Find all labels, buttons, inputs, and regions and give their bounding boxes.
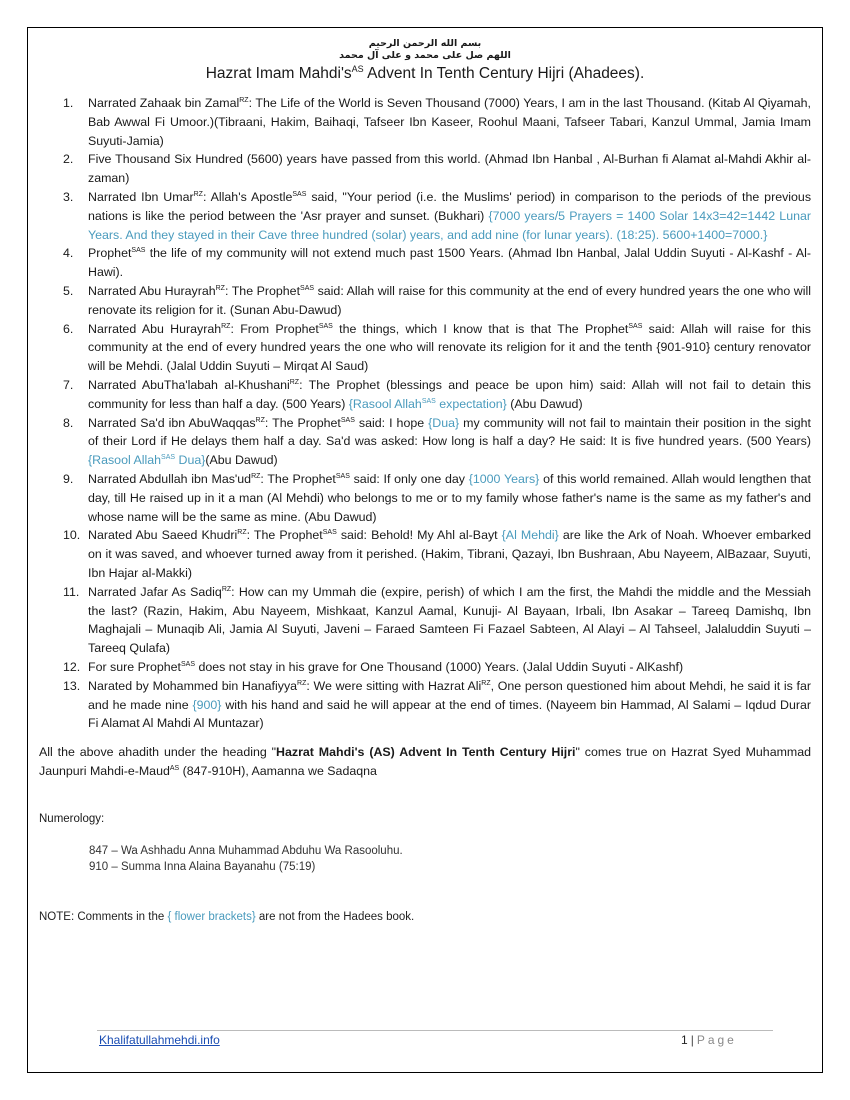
hadith-item-2: 2. Five Thousand Six Hundred (5600) years have passed from this world. (Ahmad Ibn Hanbal , Al-Burhan fi Alamat al-Mahdi Akhir al-zaman) (63, 152, 811, 186)
hadith-item-8: 8. Narrated Sa'd ibn AbuWaqqas$^{RZ}$: The Prophet$^{SAS}$ said: I hope {Dua} my community will not fail to maintain their position in the sight of their Lord if He delays them half a day. Sa'd was asked: How long is half a day? He said: It is five hundred years. (500 Years) {Rasool Allah$^{SAS}$ Dua}(Abu Dawud) (63, 415, 811, 468)
numerology-line-847: 847 – Wa Ashhadu Anna Muhammad Abduhu Wa Rasooluhu. (89, 844, 403, 857)
comment-bracket: {7000 years/5 Prayers = 1400 Solar 14x3=42=1442 Lunar Years. And they stayed in their Cave three hundred (solar) years, and add nine (for lunar years). (18:25). 5600+1400=7000.} (88, 208, 811, 242)
hadith-list (39, 94, 811, 733)
comment-bracket: {1000 Years} (468, 471, 540, 486)
hadith-item-12: 12. For sure Prophet$^{SAS}$ does not stay in his grave for One Thousand (1000) Years. (Jalal Uddin Suyuti - AlKashf) (63, 659, 684, 674)
durood-line: اللهم صل علی محمد و علی آل محمد (339, 50, 511, 61)
hadith-item-5: 5. Narrated Abu Hurayrah$^{RZ}$: The Prophet$^{SAS}$ said: Allah will raise for this community at the end of every hundred years the one who will renovate its religion for it. (Sunan Abu-Dawud) (63, 283, 812, 317)
numerology-lines (89, 843, 811, 875)
comment-bracket: {Al Mehdi} (501, 528, 559, 543)
comment-bracket: {Rasool Allah$^{SAS}$ expectation} (348, 396, 507, 411)
hadith-item-10: 10. Narated Abu Saeed Khudri$^{RZ}$: The Prophet$^{SAS}$ said: Behold! My Ahl al-Bayt {Al Mehdi} are like the Ark of Noah. Whoever embarked on it was saved, and whoever turned away from it perished. (Hakim, Tibrani, Qazayi, Ibn Bushraan, Abu Nayeem, AlBazaar, Suyuti, Ibn Hajar al-Makki) (63, 528, 812, 580)
hadith-item-4: 4. Prophet$^{SAS}$ the life of my community will not extend much past 1500 Years. (Ahmad Ibn Hanbal, Jalal Uddin Suyuti - Al-Kashf - Al-Hawi). (63, 246, 811, 280)
hadith-item-13: 13. Narated by Mohammed bin Hanafiyya$^{RZ}$: We were sitting with Hazrat Ali$^{RZ}$, One person questioned him about Mehdi, he said it is far and he made nine {900} with his hand and said he will appear at the end of times. (Nayeem bin Hammad, Al Salami – Iqdud Durar Fi Alamat Al Mahdi Al Muntazar) (63, 678, 811, 731)
page-title: Hazrat Imam $Mahdi's^{AS}$ Advent In Tenth Century Hijri (Ahadees). (205, 63, 645, 82)
hadith-item-1: 1. Narrated Zahaak bin Zamal$^{RZ}$: The Life of the World is Seven Thousand (7000) Years, I am in the last Thousand. (Kitab Al Qiyamah, Bab Awwal Fi Umoor.)(Tibraani, Hakim, Baihaqi, Tafseer Ibn Kaseer, Roohul Maani, Tafseer Tabari, Kanzul Ummal, Jamia Imam Suyuti-Jamia) (63, 96, 811, 148)
document-body (39, 38, 811, 925)
hadith-item-3: 3. Narrated Ibn Umar$^{RZ}$: Allah's Apostle$^{SAS}$ said, "Your period (i.e. the Muslims' period) in comparison to the periods of the previous nations is like the period between the 'Asr prayer and sunset. (Bukhari) {7000 years/5 Prayers = 1400 Solar 14x3=42=1442 Lunar Years. And they stayed in their Cave three hundred (solar) years, and add nine (for lunar years). (18:25). 5600+1400=7000.} (63, 189, 812, 242)
numerology-heading: Numerology: (39, 812, 105, 825)
comment-bracket: {Dua} (428, 415, 460, 430)
hadith-item-9: 9. Narrated Abdullah ibn $Mas'ud^{RZ}$: The Prophet$^{SAS}$ said: If only one day {1000 Years} of this world remained. Allah would lengthen that day, till He raised up in it a man (Al Mehdi) who belongs to me or to my family whose father's name is the same as my father's and whose name will be the same as mine. (Abu Dawud) (63, 471, 811, 524)
comment-bracket: {Rasool Allah$^{SAS}$ Dua} (88, 453, 206, 468)
numerology-line-910: 910 – Summa Inna Alaina Bayanahu (75:19) (89, 860, 316, 873)
comment-bracket: {900} (192, 697, 222, 712)
hadith-item-6: 6. Narrated Abu Hurayrah$^{RZ}$: From Prophet$^{SAS}$ the things, which I know that is that The Prophet$^{SAS}$ said: Allah will raise for this community at the end of every hundred years the one who will renovate its religion for it and the tenth {901-910} century renovator will be Mehdi. (Jalal Uddin Suyuti – Mirqat Al Saud) (63, 321, 811, 374)
hadith-item-7: 7. Narrated AbuTha'labah al-Khushani$^{RZ}$: The Prophet (blessings and peace be upon him) said: Allah will not fail to detain this community for less than half a day. (500 Years) {Rasool Allah$^{SAS}$ expectation} (Abu Dawud) (63, 377, 811, 411)
bismillah-line: بسم الله الرحمن الرحيم (368, 38, 482, 49)
comment-bracket: { flower brackets} (167, 910, 256, 923)
hadith-item-11: 11. Narrated Jafar As Sadiq$^{RZ}$: How can my Ummah die (expire, perish) of which I am the first, the Mahdi the middle and the Messiah the last? (Razin, Hakim, Abu Nayeem, Mishkaat, Kanzul Aamal, Kunuji- Al Bayaan, Irbali, Ibn Asakar – Tareeq Damishq, Ibn Maghajali – Munaqib Ali, Jamia Al Suyuti, Javeni – Faraed Samteen Fi Fazael Sabteen, Al Alayi – Al Tahseel, Jalaluddin Suyuti – Tareeq Qulafa) (63, 584, 811, 656)
note-paragraph: NOTE: Comments in the { flower brackets} are not from the Hadees book. (39, 910, 415, 923)
footer-divider (97, 1030, 773, 1031)
footer-site-link[interactable]: Khalifatullahmehdi.info (99, 1033, 220, 1047)
page-number: 1 | Page (681, 1033, 737, 1047)
summary-paragraph: All the above ahadith under the heading "Hazrat Mahdi's (AS) Advent In Tenth Century Hijri" comes true on Hazrat Syed Muhammad Jaunpuri Mahdi-e-Maud$^{AS}$ (847-910H), Aamanna we Sadaqna (39, 745, 812, 778)
